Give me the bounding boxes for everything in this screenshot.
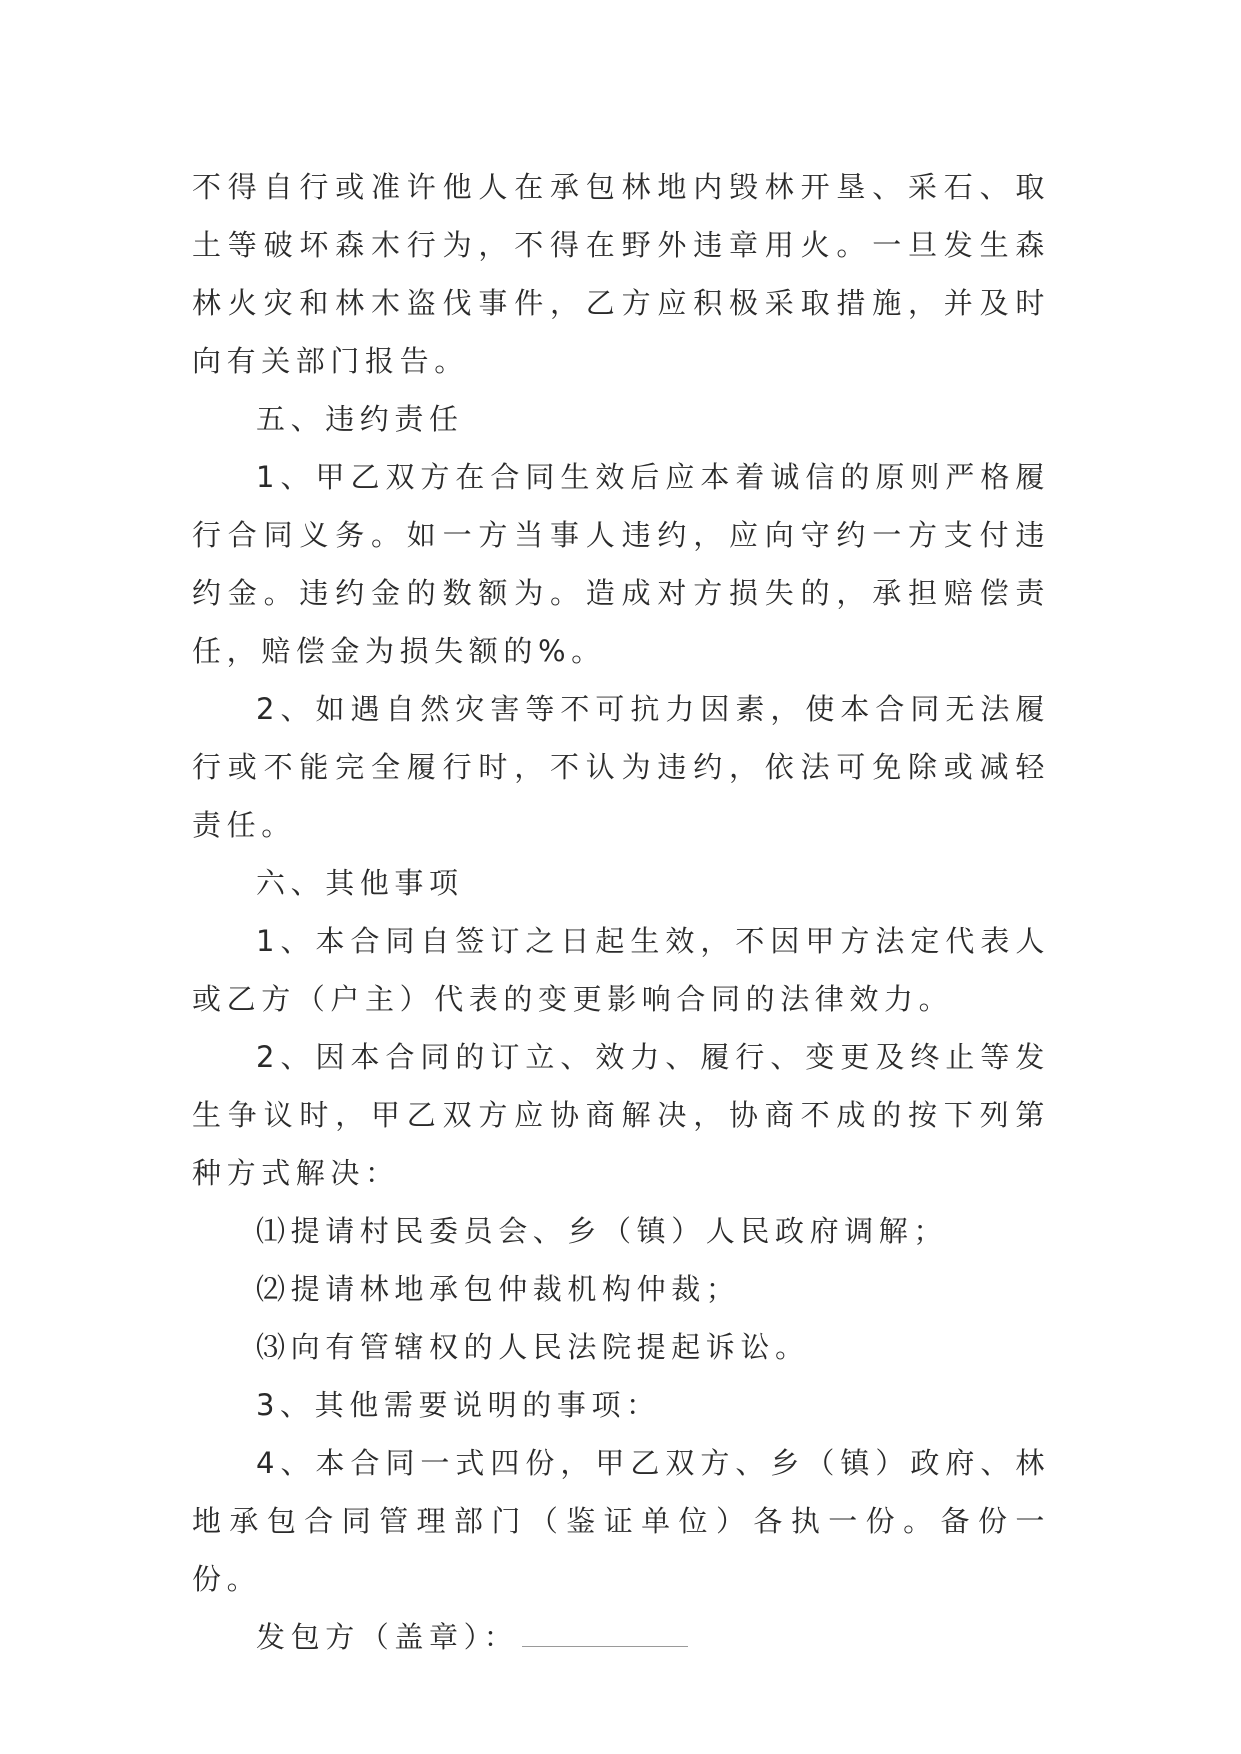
paragraph-other-3: 3、其他需要说明的事项：	[256, 1388, 661, 1422]
list-item-arbitration: ⑵提请林地承包仲裁机构仲裁；	[256, 1272, 741, 1306]
list-item-litigation: ⑶向有管辖权的人民法院提起诉讼。	[256, 1330, 810, 1364]
signature-label: 发包方（盖章）：	[256, 1620, 519, 1654]
paragraph-other-4: 4、本合同一式四份，甲乙双方、乡（镇）政府、林地承包合同管理部门（鉴证单位）各执一份。备份一份。	[192, 1446, 1050, 1596]
section-heading-breach-liability: 五、违约责任	[256, 402, 464, 436]
list-item-mediation: ⑴提请村民委员会、乡（镇）人民政府调解；	[256, 1214, 949, 1248]
paragraph-continuation: 不得自行或准许他人在承包林地内毁林开垦、采石、取土等破坏森木行为，不得在野外违章用火。一旦发生森林火灾和林木盗伐事件，乙方应积极采取措施，并及时向有关部门报告。	[192, 170, 1050, 378]
signature-blank-line	[522, 1618, 688, 1647]
paragraph-other-2: 2、因本合同的订立、效力、履行、变更及终止等发生争议时，甲乙双方应协商解决，协商不成的按下列第种方式解决：	[192, 1040, 1050, 1190]
paragraph-breach-1: 1、甲乙双方在合同生效后应本着诚信的原则严格履行合同义务。如一方当事人违约，应向守约一方支付违约金。违约金的数额为。造成对方损失的，承担赔偿责任，赔偿金为损失额的%。	[192, 460, 1050, 668]
document-page	[192, 158, 1050, 1666]
section-heading-other-matters: 六、其他事项	[256, 866, 464, 900]
signature-row	[192, 1608, 1050, 1666]
paragraph-other-1: 1、本合同自签订之日起生效，不因甲方法定代表人或乙方（户主）代表的变更影响合同的法律效力。	[192, 924, 1050, 1016]
paragraph-breach-2: 2、如遇自然灾害等不可抗力因素，使本合同无法履行或不能完全履行时，不认为违约，依法可免除或减轻责任。	[192, 692, 1050, 842]
